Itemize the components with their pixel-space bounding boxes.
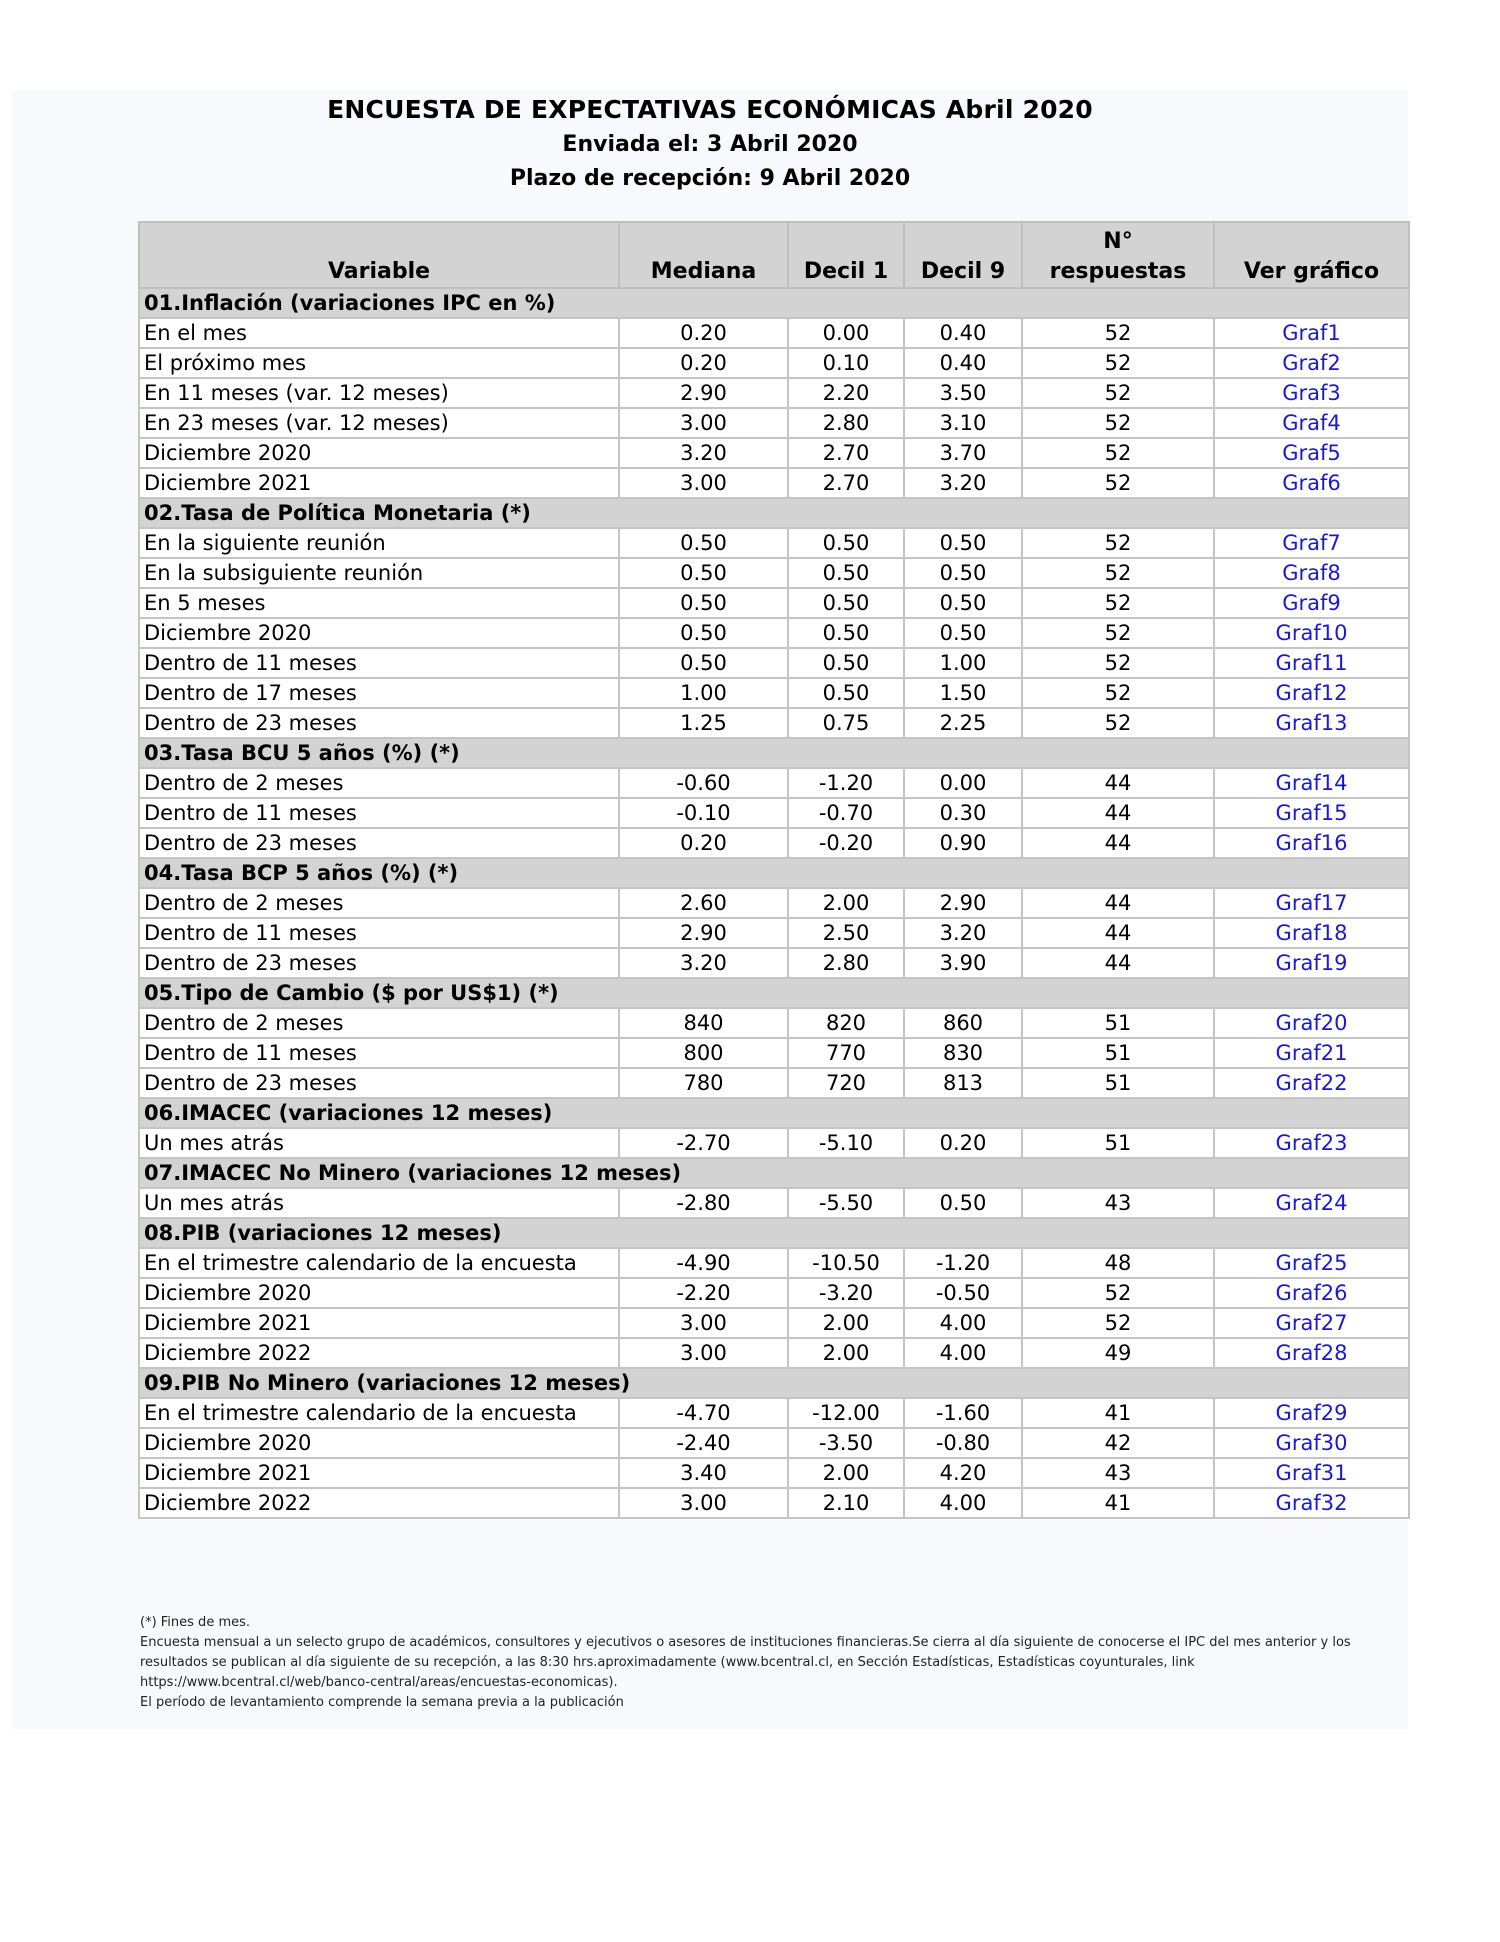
cell-respuestas: 49 (1022, 1338, 1214, 1368)
cell-decil9: 0.50 (904, 528, 1022, 558)
cell-decil9: 3.10 (904, 408, 1022, 438)
cell-variable: Diciembre 2021 (139, 468, 619, 498)
cell-respuestas: 44 (1022, 918, 1214, 948)
section-title: 01.Inflación (variaciones IPC en %) (139, 288, 1409, 318)
page-header (12, 90, 1408, 196)
cell-mediana: 0.20 (619, 828, 788, 858)
col-header-variable: Variable (139, 222, 619, 288)
table-row (139, 408, 1409, 438)
cell-respuestas: 52 (1022, 648, 1214, 678)
section-row (139, 738, 1409, 768)
col-header-mediana: Mediana (619, 222, 788, 288)
cell-decil9: 0.50 (904, 1188, 1022, 1218)
cell-mediana: 0.50 (619, 648, 788, 678)
cell-respuestas: 42 (1022, 1428, 1214, 1458)
section-title: 03.Tasa BCU 5 años (%) (*) (139, 738, 1409, 768)
cell-variable: Dentro de 23 meses (139, 948, 619, 978)
cell-variable: Un mes atrás (139, 1128, 619, 1158)
table-row (139, 678, 1409, 708)
cell-decil9: 3.90 (904, 948, 1022, 978)
cell-mediana: 3.40 (619, 1458, 788, 1488)
cell-ver-grafico (1214, 558, 1409, 588)
cell-variable: En 5 meses (139, 588, 619, 618)
table-body (139, 288, 1409, 1518)
cell-decil9: 813 (904, 1068, 1022, 1098)
cell-decil9: 0.50 (904, 558, 1022, 588)
cell-decil1: -1.20 (788, 768, 904, 798)
col-header-n: N° (1103, 229, 1133, 254)
cell-ver-grafico (1214, 318, 1409, 348)
section-row (139, 1368, 1409, 1398)
cell-ver-grafico (1214, 438, 1409, 468)
cell-decil1: -0.20 (788, 828, 904, 858)
cell-decil1: 2.70 (788, 438, 904, 468)
cell-ver-grafico (1214, 1278, 1409, 1308)
graph-link[interactable]: Graf26 (1275, 1281, 1348, 1305)
cell-decil1: 0.50 (788, 618, 904, 648)
graph-link[interactable]: Graf6 (1282, 471, 1341, 495)
graph-link[interactable]: Graf19 (1275, 951, 1348, 975)
graph-link[interactable]: Graf13 (1275, 711, 1348, 735)
cell-mediana: 2.90 (619, 378, 788, 408)
cell-mediana: 3.00 (619, 408, 788, 438)
cell-respuestas: 52 (1022, 528, 1214, 558)
cell-mediana: 2.60 (619, 888, 788, 918)
table-row (139, 468, 1409, 498)
table-row (139, 1308, 1409, 1338)
cell-decil1: 2.10 (788, 1488, 904, 1518)
cell-decil9: 0.20 (904, 1128, 1022, 1158)
cell-ver-grafico (1214, 468, 1409, 498)
cell-respuestas: 51 (1022, 1068, 1214, 1098)
cell-respuestas: 52 (1022, 318, 1214, 348)
cell-mediana: -2.40 (619, 1428, 788, 1458)
graph-link[interactable]: Graf31 (1275, 1461, 1348, 1485)
cell-respuestas: 52 (1022, 588, 1214, 618)
survey-table (138, 221, 1410, 1519)
cell-ver-grafico (1214, 378, 1409, 408)
cell-respuestas: 44 (1022, 948, 1214, 978)
footnote-line-2: resultados se publican al día siguiente de su recepción, a las 8:30 hrs.aproximadamente (www.bcentral.cl, en Sección Estadísticas, Estadísticas coyunturales, link (140, 1655, 1195, 1670)
cell-variable: En el mes (139, 318, 619, 348)
cell-variable: Dentro de 11 meses (139, 648, 619, 678)
cell-mediana: -4.90 (619, 1248, 788, 1278)
cell-mediana: -0.60 (619, 768, 788, 798)
cell-decil9: -1.20 (904, 1248, 1022, 1278)
cell-decil1: 0.50 (788, 648, 904, 678)
section-row (139, 1098, 1409, 1128)
cell-decil1: 2.80 (788, 408, 904, 438)
cell-ver-grafico (1214, 1128, 1409, 1158)
cell-mediana: 840 (619, 1008, 788, 1038)
footnote-line-1: Encuesta mensual a un selecto grupo de académicos, consultores y ejecutivos o asesores de instituciones financieras.Se cierra al día siguiente de conocerse el IPC del mes anterior y los (140, 1635, 1351, 1650)
cell-decil1: 2.00 (788, 888, 904, 918)
cell-variable: Dentro de 23 meses (139, 1068, 619, 1098)
table-row (139, 1458, 1409, 1488)
cell-ver-grafico (1214, 1248, 1409, 1278)
graph-link[interactable]: Graf9 (1282, 591, 1341, 615)
cell-respuestas: 44 (1022, 888, 1214, 918)
graph-link[interactable]: Graf4 (1282, 411, 1341, 435)
cell-decil1: 720 (788, 1068, 904, 1098)
graph-link[interactable]: Graf30 (1275, 1431, 1348, 1455)
cell-decil1: 2.00 (788, 1308, 904, 1338)
cell-decil9: 4.00 (904, 1488, 1022, 1518)
graph-link[interactable]: Graf2 (1282, 351, 1341, 375)
cell-variable: Diciembre 2020 (139, 1428, 619, 1458)
table-row (139, 1038, 1409, 1068)
cell-decil9: 3.20 (904, 918, 1022, 948)
cell-decil1: 2.00 (788, 1458, 904, 1488)
table-row (139, 948, 1409, 978)
cell-ver-grafico (1214, 618, 1409, 648)
table-row (139, 1488, 1409, 1518)
cell-mediana: 0.20 (619, 318, 788, 348)
cell-ver-grafico (1214, 1398, 1409, 1428)
graph-link[interactable]: Graf3 (1282, 381, 1341, 405)
section-row (139, 498, 1409, 528)
graph-link[interactable]: Graf27 (1275, 1311, 1348, 1335)
graph-link[interactable]: Graf12 (1275, 681, 1348, 705)
table-header-row (139, 222, 1409, 288)
cell-decil9: 0.50 (904, 618, 1022, 648)
graph-link[interactable]: Graf5 (1282, 441, 1341, 465)
graph-link[interactable]: Graf8 (1282, 561, 1341, 585)
cell-mediana: 800 (619, 1038, 788, 1068)
cell-ver-grafico (1214, 1008, 1409, 1038)
footnotes (140, 1613, 1400, 1713)
cell-respuestas: 43 (1022, 1188, 1214, 1218)
cell-variable: Dentro de 11 meses (139, 798, 619, 828)
cell-variable: En la siguiente reunión (139, 528, 619, 558)
cell-decil9: 3.50 (904, 378, 1022, 408)
cell-decil9: 0.40 (904, 348, 1022, 378)
cell-decil1: 2.70 (788, 468, 904, 498)
cell-respuestas: 44 (1022, 798, 1214, 828)
cell-respuestas: 52 (1022, 678, 1214, 708)
section-title: 06.IMACEC (variaciones 12 meses) (139, 1098, 1409, 1128)
cell-respuestas: 52 (1022, 558, 1214, 588)
graph-link[interactable]: Graf11 (1275, 651, 1348, 675)
cell-respuestas: 52 (1022, 378, 1214, 408)
table-row (139, 378, 1409, 408)
graph-link[interactable]: Graf14 (1275, 771, 1348, 795)
cell-decil1: 2.80 (788, 948, 904, 978)
section-title: 02.Tasa de Política Monetaria (*) (139, 498, 1409, 528)
cell-ver-grafico (1214, 678, 1409, 708)
cell-ver-grafico (1214, 1188, 1409, 1218)
cell-ver-grafico (1214, 1458, 1409, 1488)
graph-link[interactable]: Graf21 (1275, 1041, 1348, 1065)
cell-respuestas: 52 (1022, 1308, 1214, 1338)
section-row (139, 1218, 1409, 1248)
table-row (139, 438, 1409, 468)
cell-decil9: 2.25 (904, 708, 1022, 738)
footnote-line-4: El período de levantamiento comprende la semana previa a la publicación (140, 1695, 624, 1710)
graph-link[interactable]: Graf15 (1275, 801, 1348, 825)
cell-decil1: 2.20 (788, 378, 904, 408)
cell-mediana: 0.50 (619, 558, 788, 588)
graph-link[interactable]: Graf10 (1275, 621, 1348, 645)
cell-decil9: -0.80 (904, 1428, 1022, 1458)
table-row (139, 1188, 1409, 1218)
graph-link[interactable]: Graf18 (1275, 921, 1348, 945)
section-title: 08.PIB (variaciones 12 meses) (139, 1218, 1409, 1248)
cell-decil1: 770 (788, 1038, 904, 1068)
cell-mediana: 1.25 (619, 708, 788, 738)
table-row (139, 1008, 1409, 1038)
sent-date: Enviada el: 3 Abril 2020 (562, 132, 858, 157)
cell-ver-grafico (1214, 1488, 1409, 1518)
cell-mediana: 3.00 (619, 1338, 788, 1368)
cell-decil9: -0.50 (904, 1278, 1022, 1308)
cell-variable: En el trimestre calendario de la encuesta (139, 1398, 619, 1428)
graph-link[interactable]: Graf23 (1275, 1131, 1348, 1155)
table-row (139, 618, 1409, 648)
graph-link[interactable]: Graf24 (1275, 1191, 1348, 1215)
graph-link[interactable]: Graf32 (1275, 1491, 1348, 1515)
cell-variable: Diciembre 2021 (139, 1458, 619, 1488)
cell-mediana: 2.90 (619, 918, 788, 948)
cell-respuestas: 52 (1022, 408, 1214, 438)
col-header-respuestas-label: respuestas (1049, 259, 1187, 284)
cell-variable: Diciembre 2022 (139, 1488, 619, 1518)
section-title: 07.IMACEC No Minero (variaciones 12 meses) (139, 1158, 1409, 1188)
table-row (139, 888, 1409, 918)
cell-mediana: -4.70 (619, 1398, 788, 1428)
table-row (139, 558, 1409, 588)
cell-mediana: 0.50 (619, 528, 788, 558)
cell-mediana: 780 (619, 1068, 788, 1098)
graph-link[interactable]: Graf29 (1275, 1401, 1348, 1425)
cell-variable: Diciembre 2020 (139, 618, 619, 648)
cell-mediana: 0.50 (619, 588, 788, 618)
cell-variable: Diciembre 2020 (139, 438, 619, 468)
cell-ver-grafico (1214, 768, 1409, 798)
cell-ver-grafico (1214, 528, 1409, 558)
cell-respuestas: 52 (1022, 1278, 1214, 1308)
cell-decil1: 0.50 (788, 528, 904, 558)
graph-link[interactable]: Graf1 (1282, 321, 1341, 345)
cell-variable: Dentro de 23 meses (139, 828, 619, 858)
cell-variable: En el trimestre calendario de la encuesta (139, 1248, 619, 1278)
section-title: 09.PIB No Minero (variaciones 12 meses) (139, 1368, 1409, 1398)
col-header-decil9: Decil 9 (904, 222, 1022, 288)
cell-respuestas: 51 (1022, 1038, 1214, 1068)
cell-respuestas: 52 (1022, 348, 1214, 378)
graph-link[interactable]: Graf20 (1275, 1011, 1348, 1035)
graph-link[interactable]: Graf17 (1275, 891, 1348, 915)
cell-respuestas: 52 (1022, 618, 1214, 648)
cell-ver-grafico (1214, 1338, 1409, 1368)
section-title: 04.Tasa BCP 5 años (%) (*) (139, 858, 1409, 888)
cell-mediana: -2.80 (619, 1188, 788, 1218)
cell-mediana: -0.10 (619, 798, 788, 828)
col-header-ver-grafico: Ver gráfico (1214, 222, 1409, 288)
cell-ver-grafico (1214, 948, 1409, 978)
cell-ver-grafico (1214, 888, 1409, 918)
table-row (139, 318, 1409, 348)
cell-decil1: 0.00 (788, 318, 904, 348)
table-row (139, 768, 1409, 798)
cell-decil1: -10.50 (788, 1248, 904, 1278)
table-row (139, 1248, 1409, 1278)
cell-decil9: 1.50 (904, 678, 1022, 708)
cell-variable: Dentro de 2 meses (139, 888, 619, 918)
cell-ver-grafico (1214, 408, 1409, 438)
cell-respuestas: 52 (1022, 438, 1214, 468)
table-row (139, 1338, 1409, 1368)
cell-ver-grafico (1214, 708, 1409, 738)
table-row (139, 1128, 1409, 1158)
cell-respuestas: 52 (1022, 468, 1214, 498)
cell-decil1: -12.00 (788, 1398, 904, 1428)
cell-decil9: 4.00 (904, 1338, 1022, 1368)
table-row (139, 828, 1409, 858)
graph-link[interactable]: Graf7 (1282, 531, 1341, 555)
cell-decil1: 0.75 (788, 708, 904, 738)
cell-decil9: 2.90 (904, 888, 1022, 918)
table-row (139, 798, 1409, 828)
cell-decil1: 0.50 (788, 558, 904, 588)
cell-respuestas: 44 (1022, 768, 1214, 798)
cell-variable: Diciembre 2021 (139, 1308, 619, 1338)
cell-mediana: 3.00 (619, 1308, 788, 1338)
cell-decil9: 0.40 (904, 318, 1022, 348)
footnote-line-3: https://www.bcentral.cl/web/banco-central/areas/encuestas-economicas). (140, 1675, 618, 1690)
cell-decil9: 0.90 (904, 828, 1022, 858)
footnote-asterisk: (*) Fines de mes. (140, 1615, 251, 1630)
cell-decil9: 0.00 (904, 768, 1022, 798)
table-row (139, 588, 1409, 618)
cell-decil1: -3.20 (788, 1278, 904, 1308)
cell-mediana: 3.20 (619, 948, 788, 978)
cell-mediana: 3.00 (619, 468, 788, 498)
cell-mediana: 3.00 (619, 1488, 788, 1518)
cell-decil1: 0.50 (788, 678, 904, 708)
cell-ver-grafico (1214, 1428, 1409, 1458)
cell-decil9: -1.60 (904, 1398, 1022, 1428)
cell-variable: Dentro de 11 meses (139, 918, 619, 948)
cell-ver-grafico (1214, 828, 1409, 858)
cell-respuestas: 41 (1022, 1398, 1214, 1428)
cell-mediana: 3.20 (619, 438, 788, 468)
cell-mediana: 0.20 (619, 348, 788, 378)
cell-decil1: -3.50 (788, 1428, 904, 1458)
section-row (139, 1158, 1409, 1188)
cell-ver-grafico (1214, 1308, 1409, 1338)
cell-mediana: -2.20 (619, 1278, 788, 1308)
cell-decil9: 4.00 (904, 1308, 1022, 1338)
cell-variable: Dentro de 17 meses (139, 678, 619, 708)
cell-ver-grafico (1214, 648, 1409, 678)
table-row (139, 648, 1409, 678)
graph-link[interactable]: Graf28 (1275, 1341, 1348, 1365)
cell-decil9: 0.30 (904, 798, 1022, 828)
cell-ver-grafico (1214, 348, 1409, 378)
cell-decil9: 3.20 (904, 468, 1022, 498)
cell-decil1: 2.00 (788, 1338, 904, 1368)
cell-respuestas: 52 (1022, 708, 1214, 738)
section-row (139, 978, 1409, 1008)
cell-respuestas: 51 (1022, 1008, 1214, 1038)
cell-decil1: -0.70 (788, 798, 904, 828)
cell-variable: En la subsiguiente reunión (139, 558, 619, 588)
cell-respuestas: 41 (1022, 1488, 1214, 1518)
cell-ver-grafico (1214, 1068, 1409, 1098)
cell-mediana: -2.70 (619, 1128, 788, 1158)
cell-ver-grafico (1214, 798, 1409, 828)
cell-decil9: 3.70 (904, 438, 1022, 468)
cell-respuestas: 43 (1022, 1458, 1214, 1488)
col-header-decil1: Decil 1 (788, 222, 904, 288)
cell-variable: Dentro de 23 meses (139, 708, 619, 738)
cell-decil1: -5.50 (788, 1188, 904, 1218)
cell-decil1: 0.50 (788, 588, 904, 618)
graph-link[interactable]: Graf16 (1275, 831, 1348, 855)
cell-variable: Diciembre 2020 (139, 1278, 619, 1308)
table-row (139, 708, 1409, 738)
section-row (139, 858, 1409, 888)
cell-decil9: 1.00 (904, 648, 1022, 678)
cell-decil9: 4.20 (904, 1458, 1022, 1488)
section-row (139, 288, 1409, 318)
cell-variable: Un mes atrás (139, 1188, 619, 1218)
cell-mediana: 1.00 (619, 678, 788, 708)
table-row (139, 348, 1409, 378)
table-row (139, 1398, 1409, 1428)
graph-link[interactable]: Graf22 (1275, 1071, 1348, 1095)
table-row (139, 918, 1409, 948)
table-row (139, 1278, 1409, 1308)
cell-variable: El próximo mes (139, 348, 619, 378)
cell-variable: Dentro de 2 meses (139, 1008, 619, 1038)
cell-variable: Dentro de 2 meses (139, 768, 619, 798)
cell-variable: Diciembre 2022 (139, 1338, 619, 1368)
cell-respuestas: 48 (1022, 1248, 1214, 1278)
cell-respuestas: 44 (1022, 828, 1214, 858)
table-row (139, 1068, 1409, 1098)
cell-variable: Dentro de 11 meses (139, 1038, 619, 1068)
cell-ver-grafico (1214, 1038, 1409, 1068)
cell-variable: En 23 meses (var. 12 meses) (139, 408, 619, 438)
deadline-date: Plazo de recepción: 9 Abril 2020 (509, 166, 911, 191)
cell-decil1: 0.10 (788, 348, 904, 378)
section-title: 05.Tipo de Cambio ($ por US$1) (*) (139, 978, 1409, 1008)
cell-decil1: 2.50 (788, 918, 904, 948)
page-title: ENCUESTA DE EXPECTATIVAS ECONÓMICAS Abril 2020 (327, 95, 1093, 124)
cell-decil1: -5.10 (788, 1128, 904, 1158)
table-row (139, 1428, 1409, 1458)
cell-ver-grafico (1214, 588, 1409, 618)
cell-decil1: 820 (788, 1008, 904, 1038)
table-row (139, 528, 1409, 558)
cell-decil9: 0.50 (904, 588, 1022, 618)
cell-mediana: 0.50 (619, 618, 788, 648)
cell-decil9: 860 (904, 1008, 1022, 1038)
graph-link[interactable]: Graf25 (1275, 1251, 1348, 1275)
cell-decil9: 830 (904, 1038, 1022, 1068)
cell-respuestas: 51 (1022, 1128, 1214, 1158)
cell-ver-grafico (1214, 918, 1409, 948)
cell-variable: En 11 meses (var. 12 meses) (139, 378, 619, 408)
col-header-respuestas (1022, 222, 1214, 288)
